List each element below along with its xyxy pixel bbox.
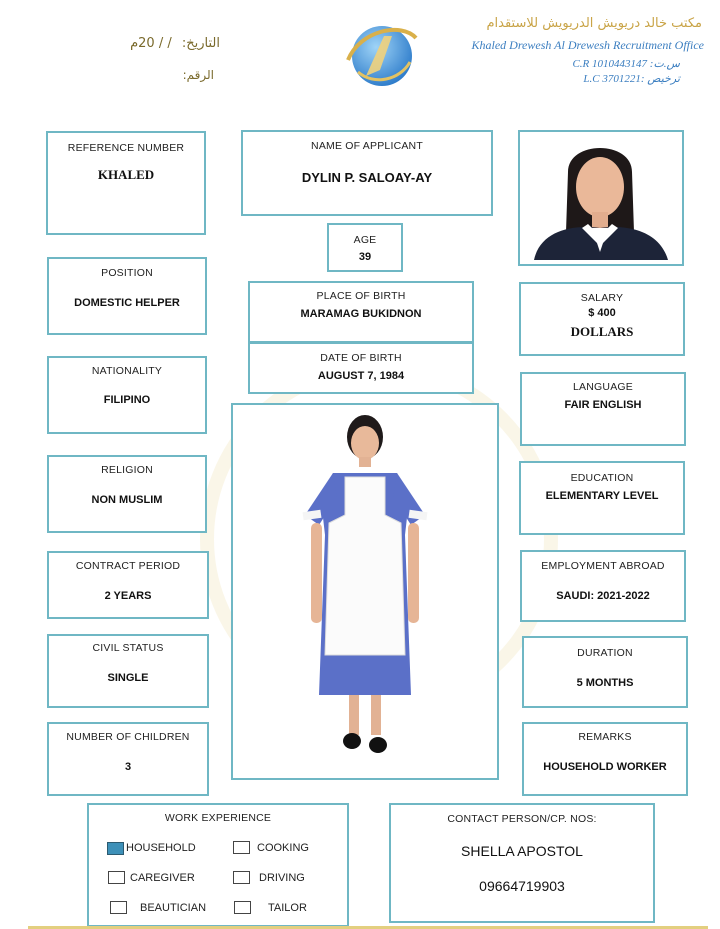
reference-label: REFERENCE NUMBER <box>67 142 185 154</box>
work-experience-box <box>87 803 349 927</box>
employment-abroad-box <box>520 550 686 622</box>
civil-status-label: CIVIL STATUS <box>92 642 164 654</box>
education-label: EDUCATION <box>570 472 634 484</box>
name-value: DYLIN P. SALOAY-AY <box>301 170 433 185</box>
remarks-value: HOUSEHOLD WORKER <box>543 761 667 773</box>
nationality-box <box>47 356 207 434</box>
children-box <box>47 722 209 796</box>
contract-period-box <box>47 551 209 619</box>
children-value: 3 <box>124 761 132 773</box>
duration-box <box>522 636 688 708</box>
duration-label: DURATION <box>577 647 633 659</box>
salary-currency: DOLLARS <box>570 324 634 339</box>
household-checkbox[interactable] <box>107 842 124 855</box>
position-value: DOMESTIC HELPER <box>74 297 180 309</box>
contact-title: CONTACT PERSON/CP. NOS: <box>447 813 597 825</box>
place-of-birth-value: MARAMAG BUKIDNON <box>300 308 422 320</box>
reference-value: KHALED <box>97 167 155 182</box>
contract-period-label: CONTRACT PERIOD <box>75 560 181 572</box>
contract-period-value: 2 YEARS <box>104 590 152 602</box>
work-experience-title: WORK EXPERIENCE <box>164 812 272 824</box>
driving-label: DRIVING <box>259 872 305 884</box>
religion-value: NON MUSLIM <box>91 494 163 506</box>
age-box <box>327 223 403 272</box>
religion-box <box>47 455 207 533</box>
date-field <box>60 36 220 51</box>
nationality-value: FILIPINO <box>103 394 151 406</box>
education-box <box>519 461 685 535</box>
remarks-label: REMARKS <box>578 731 632 743</box>
tailor-label: TAILOR <box>268 902 307 914</box>
name-label: NAME OF APPLICANT <box>311 140 423 152</box>
salary-box <box>519 282 685 356</box>
place-of-birth-label: PLACE OF BIRTH <box>316 290 406 302</box>
language-box <box>520 372 686 446</box>
reference-box <box>46 131 206 235</box>
education-value: ELEMENTARY LEVEL <box>545 490 659 502</box>
language-label: LANGUAGE <box>573 381 633 393</box>
license-number: L.C 3701221: ترخيص <box>583 73 680 85</box>
number-label: الرقم: <box>182 68 214 82</box>
beautician-checkbox[interactable] <box>110 901 127 914</box>
portrait-photo <box>520 132 682 264</box>
company-name-english: Khaled Drewesh Al Drewesh Recruitment Office <box>471 38 704 52</box>
full-body-photo <box>233 405 497 778</box>
children-label: NUMBER OF CHILDREN <box>66 731 190 743</box>
cooking-label: COOKING <box>257 842 309 854</box>
employment-abroad-value: SAUDI: 2021-2022 <box>556 590 650 602</box>
household-label: HOUSEHOLD <box>126 842 196 854</box>
salary-label: SALARY <box>580 292 624 304</box>
salary-value: $ 400 <box>588 307 616 319</box>
religion-label: RELIGION <box>101 464 153 476</box>
place-of-birth-box <box>248 281 474 343</box>
driving-checkbox[interactable] <box>233 871 250 884</box>
contact-name: SHELLA APOSTOL <box>461 843 583 859</box>
language-value: FAIR ENGLISH <box>564 399 642 411</box>
position-box <box>47 257 207 335</box>
logo-emblem-icon <box>340 20 420 90</box>
cooking-checkbox[interactable] <box>233 841 250 854</box>
cr-number: C.R 1010443147 :س.ت <box>572 58 680 70</box>
age-value: 39 <box>358 251 372 263</box>
position-label: POSITION <box>101 267 153 279</box>
date-of-birth-box <box>248 342 474 394</box>
date-of-birth-value: AUGUST 7, 1984 <box>317 370 405 382</box>
date-label: التاريخ: <box>181 36 220 51</box>
contact-box <box>389 803 655 923</box>
contact-phone[interactable]: 09664719903 <box>479 878 565 894</box>
date-value: / / 20م <box>130 36 172 51</box>
full-body-photo-frame <box>231 403 499 780</box>
company-logo <box>340 20 420 90</box>
nationality-label: NATIONALITY <box>91 365 163 377</box>
date-of-birth-label: DATE OF BIRTH <box>320 352 402 364</box>
civil-status-value: SINGLE <box>107 672 149 684</box>
civil-status-box <box>47 634 209 708</box>
tailor-checkbox[interactable] <box>234 901 251 914</box>
employment-abroad-label: EMPLOYMENT ABROAD <box>541 560 665 572</box>
caregiver-label: CAREGIVER <box>130 872 195 884</box>
portrait-photo-frame <box>518 130 684 266</box>
company-name-arabic: مكتب خالد دريويش الدريويش للاستقدام <box>486 16 702 31</box>
caregiver-checkbox[interactable] <box>108 871 125 884</box>
duration-value: 5 MONTHS <box>576 677 634 689</box>
name-box <box>241 130 493 216</box>
age-label: AGE <box>353 234 377 246</box>
remarks-box <box>522 722 688 796</box>
beautician-label: BEAUTICIAN <box>140 902 207 914</box>
